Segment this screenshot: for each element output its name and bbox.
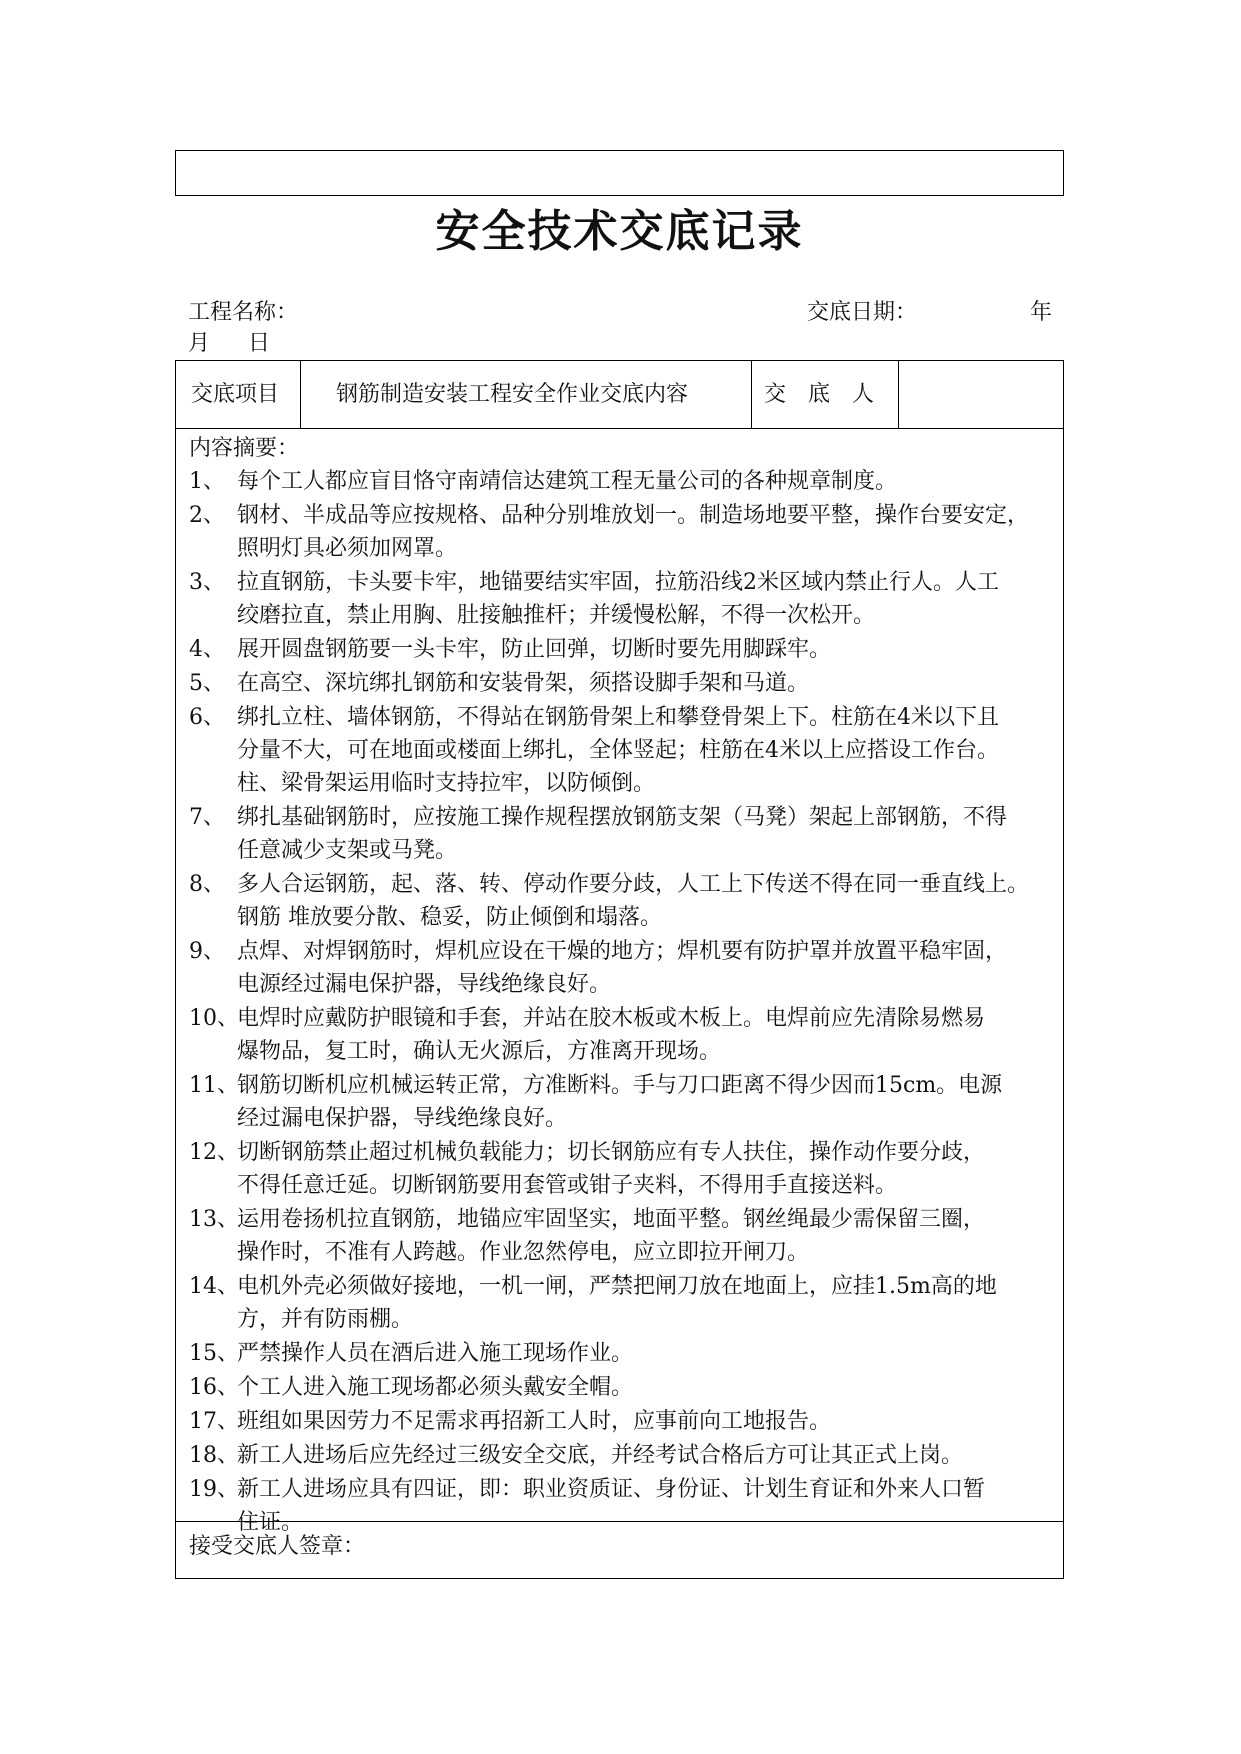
item-number: 3、	[189, 570, 225, 595]
list-item	[189, 566, 1055, 632]
list-item	[189, 667, 1055, 700]
item-number: 19、	[189, 1477, 239, 1502]
list-item	[189, 465, 1055, 498]
item-text-line: 不得任意迁延。切断钢筋要用套管或钳子夹料，不得用手直接送料。	[237, 1173, 898, 1198]
item-text-line: 操作时，不准有人跨越。作业忽然停电，应立即拉开闸刀。	[237, 1240, 810, 1265]
item-text-line: 钢筋切断机应机械运转正常，方准断料。手与刀口距离不得少因而15cm。电源	[237, 1073, 1003, 1098]
list-item	[189, 499, 1055, 565]
record-table	[175, 360, 1064, 1579]
content-summary	[189, 433, 1055, 1540]
item-value-cell: 钢筋制造安装工程安全作业交底内容	[336, 382, 689, 407]
item-text-line: 绑扎基础钢筋时，应按施工操作规程摆放钢筋支架（马凳）架起上部钢筋，不得	[237, 805, 1008, 830]
item-text-line: 分量不大，可在地面或楼面上绑扎，全体竖起；柱筋在4米以上应搭设工作台。	[237, 738, 999, 763]
item-text-line: 电源经过漏电保护器，导线绝缘良好。	[237, 972, 612, 997]
item-text-line: 电焊时应戴防护眼镜和手套，并站在胶木板或木板上。电焊前应先清除易燃易	[237, 1006, 986, 1031]
item-number: 12、	[189, 1140, 239, 1165]
item-number: 4、	[189, 637, 225, 662]
item-number: 18、	[189, 1443, 239, 1468]
item-text-line: 柱、梁骨架运用临时支持拉牢，以防倾倒。	[237, 771, 656, 796]
item-number: 7、	[189, 805, 225, 830]
item-text-line: 绞磨拉直，禁止用胸、肚接触推杆；并缓慢松解，不得一次松开。	[237, 603, 876, 628]
item-number: 6、	[189, 705, 225, 730]
date-label: 交底日期：	[807, 300, 918, 325]
list-item	[189, 1371, 1055, 1404]
list-item	[189, 1203, 1055, 1269]
date-day: 日	[248, 331, 271, 356]
list-item	[189, 1136, 1055, 1202]
item-text-line: 照明灯具必须加网罩。	[237, 536, 458, 561]
item-text-line: 严禁操作人员在酒后进入施工现场作业。	[237, 1341, 634, 1366]
list-item	[189, 701, 1055, 800]
item-label-cell: 交底项目	[191, 382, 280, 407]
summary-heading: 内容摘要：	[189, 436, 300, 461]
row-divider	[176, 1521, 1063, 1522]
item-text-line: 钢筋 堆放要分散、稳妥，防止倾倒和塌落。	[237, 905, 662, 930]
item-number: 10、	[189, 1006, 239, 1031]
divider	[898, 361, 899, 428]
item-number: 16、	[189, 1375, 239, 1400]
signature-label: 接受交底人签章：	[189, 1534, 366, 1559]
item-text-line: 钢材、半成品等应按规格、品种分别堆放划一。制造场地要平整，操作台要安定，	[237, 503, 1030, 528]
item-text-line: 任意减少支架或马凳。	[237, 838, 458, 863]
date-year: 年	[1030, 300, 1053, 325]
item-number: 15、	[189, 1341, 239, 1366]
item-text-line: 展开圆盘钢筋要一头卡牢，防止回弹，切断时要先用脚踩牢。	[237, 637, 832, 662]
item-text-line: 电机外壳必须做好接地，一机一闸，严禁把闸刀放在地面上，应挂1.5m高的地	[237, 1274, 997, 1299]
divider	[751, 361, 752, 428]
item-text-line: 绑扎立柱、墙体钢筋，不得站在钢筋骨架上和攀登骨架上下。柱筋在4米以下且	[237, 705, 999, 730]
project-name-label: 工程名称：	[188, 300, 299, 325]
item-number: 8、	[189, 872, 225, 897]
list-item	[189, 801, 1055, 867]
item-text-line: 经过漏电保护器，导线绝缘良好。	[237, 1106, 568, 1131]
item-number: 11、	[189, 1073, 239, 1098]
item-text-line: 住证。	[237, 1510, 304, 1535]
items-list	[189, 465, 1055, 1539]
top-blank-box	[175, 150, 1064, 196]
list-item	[189, 1270, 1055, 1336]
item-text-line: 在高空、深坑绑扎钢筋和安装骨架，须搭设脚手架和马道。	[237, 671, 810, 696]
item-text-line: 方，并有防雨棚。	[237, 1307, 414, 1332]
item-text-line: 多人合运钢筋，起、落、转、停动作要分歧，人工上下传送不得在同一垂直线上。	[237, 872, 1030, 897]
list-item	[189, 1002, 1055, 1068]
item-number: 17、	[189, 1409, 239, 1434]
item-number: 1、	[189, 469, 225, 494]
item-text-line: 运用卷扬机拉直钢筋，地锚应牢固坚实，地面平整。钢丝绳最少需保留三圈，	[237, 1207, 986, 1232]
item-text-line: 班组如果因劳力不足需求再招新工人时，应事前向工地报告。	[237, 1409, 832, 1434]
list-item	[189, 868, 1055, 934]
divider	[300, 361, 301, 428]
item-number: 5、	[189, 671, 225, 696]
person-label-cell: 交 底 人	[764, 382, 875, 407]
item-text-line: 每个工人都应盲目恪守南靖信达建筑工程无量公司的各种规章制度。	[237, 469, 898, 494]
date-month: 月	[188, 331, 211, 356]
list-item	[189, 1069, 1055, 1135]
item-number: 14、	[189, 1274, 239, 1299]
list-item	[189, 633, 1055, 666]
item-text-line: 拉直钢筋，卡头要卡牢，地锚要结实牢固，拉筋沿线2米区域内禁止行人。人工	[237, 570, 999, 595]
item-number: 13、	[189, 1207, 239, 1232]
item-text-line: 点焊、对焊钢筋时，焊机应设在干燥的地方；焊机要有防护罩并放置平稳牢固，	[237, 939, 1008, 964]
row-divider	[176, 428, 1063, 429]
item-text-line: 爆物品，复工时，确认无火源后，方准离开现场。	[237, 1039, 722, 1064]
list-item	[189, 1337, 1055, 1370]
item-text-line: 新工人进场应具有四证，即：职业资质证、身份证、计划生育证和外来人口暂	[237, 1477, 986, 1502]
item-number: 9、	[189, 939, 225, 964]
item-text-line: 新工人进场后应先经过三级安全交底，并经考试合格后方可让其正式上岗。	[237, 1443, 964, 1468]
item-number: 2、	[189, 503, 225, 528]
item-text-line: 切断钢筋禁止超过机械负载能力；切长钢筋应有专人扶住，操作动作要分歧，	[237, 1140, 986, 1165]
list-item	[189, 1439, 1055, 1472]
item-text-line: 个工人进入施工现场都必须头戴安全帽。	[237, 1375, 634, 1400]
list-item	[189, 1405, 1055, 1438]
document-title: 安全技术交底记录	[435, 206, 804, 257]
list-item	[189, 935, 1055, 1001]
